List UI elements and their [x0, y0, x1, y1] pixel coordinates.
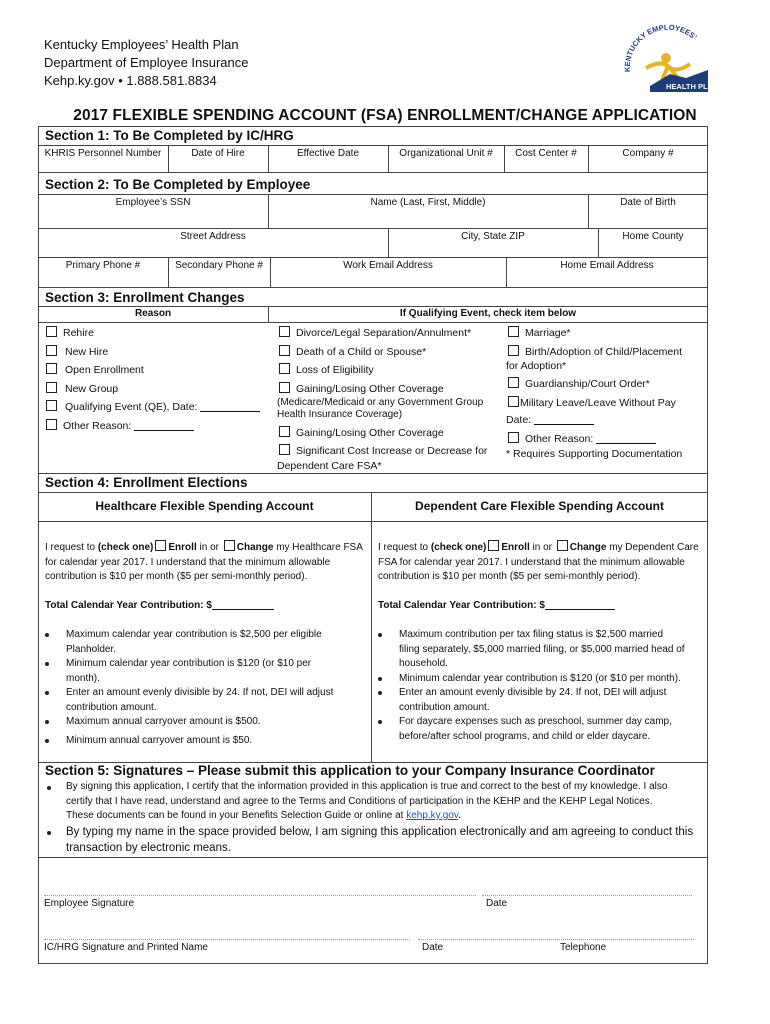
- cost-change-option[interactable]: Significant Cost Increase or Decrease for: [279, 444, 487, 457]
- guardianship-checkbox[interactable]: [508, 377, 519, 388]
- secondary-phone-field[interactable]: Secondary Phone #: [175, 260, 263, 271]
- primary-phone-field[interactable]: Primary Phone #: [65, 260, 141, 271]
- birth-adoption-checkbox[interactable]: [508, 345, 519, 356]
- bullet-text: Enter an amount evenly divisible by 24. If not, DEI will adjust: [399, 687, 667, 698]
- qualifying-event-option[interactable]: Qualifying Event (QE), Date:: [46, 400, 260, 413]
- bullet-text: month).: [66, 672, 100, 684]
- section1-heading: Section 1: To Be Completed by IC/HRG: [45, 128, 294, 143]
- cost-change-label-2: Dependent Care FSA*: [277, 460, 382, 472]
- dependent-care-total-row[interactable]: Total Calendar Year Contribution: $: [378, 599, 615, 614]
- gaining-losing-option[interactable]: Gaining/Losing Other Coverage: [279, 426, 444, 439]
- bullet-dot: [378, 691, 382, 695]
- healthcare-total-input[interactable]: [212, 609, 274, 610]
- bullet-text: household.: [399, 658, 448, 669]
- bullet-text: Planholder.: [66, 643, 117, 655]
- supporting-doc-note: * Requires Supporting Documentation: [506, 448, 683, 460]
- employee-signature-line[interactable]: [44, 895, 476, 896]
- ic-date-label: Date: [422, 942, 444, 953]
- new-group-checkbox[interactable]: [46, 382, 57, 393]
- birth-adoption-label-2: for Adoption*: [506, 360, 567, 372]
- dependent-care-fsa-title: Dependent Care Flexible Spending Account: [415, 499, 664, 513]
- home-county-field[interactable]: Home County: [622, 231, 684, 242]
- bullet-dot: [47, 831, 51, 835]
- bullet-text: contribution amount.: [66, 701, 157, 713]
- bullet-text: Maximum calendar year contribution is $2,500 per eligible: [66, 629, 322, 640]
- healthcare-request-text: I request to (check one) Enroll in or Change my Healthcare FSA for calendar year 2017. I understand that the minimum allowable contribution is $10 per month ($5 per semi-monthly period).: [45, 542, 363, 582]
- death-checkbox[interactable]: [279, 345, 290, 356]
- bullet-text: For daycare expenses such as preschool, summer day camp,: [399, 716, 672, 727]
- bullet-item: [45, 715, 367, 730]
- new-hire-checkbox[interactable]: [46, 345, 57, 356]
- other-qe-option[interactable]: Other Reason:: [508, 432, 656, 445]
- section5-heading: Section 5: Signatures – Please submit this application to your Company Insurance Coordinator: [45, 763, 655, 778]
- electronic-signature-bullet: By typing my name in the space provided below, I am signing this application electronically and am agreeing to conduct this transaction by electronic means.: [66, 826, 694, 854]
- bullet-text: Maximum annual carryover amount is $500.: [66, 716, 261, 727]
- bullet-dot: [45, 691, 49, 695]
- other-qe-input[interactable]: [596, 443, 656, 444]
- gov-coverage-note-1: (Medicare/Medicaid or any Government Group: [277, 397, 484, 408]
- marriage-checkbox[interactable]: [508, 326, 519, 337]
- city-state-zip-field[interactable]: City, State ZIP: [461, 231, 525, 242]
- employee-date-line[interactable]: [482, 895, 692, 896]
- rehire-checkbox[interactable]: [46, 326, 57, 337]
- divorce-checkbox[interactable]: [279, 326, 290, 337]
- bullet-dot: [45, 720, 49, 724]
- bullet-dot: [45, 633, 49, 637]
- bullet-item: [378, 628, 704, 672]
- work-email-field[interactable]: Work Email Address: [343, 260, 433, 271]
- home-email-field[interactable]: Home Email Address: [560, 260, 654, 271]
- loss-eligibility-option[interactable]: Loss of Eligibility: [279, 363, 374, 376]
- gaining-losing-checkbox[interactable]: [279, 426, 290, 437]
- bullet-item: [45, 734, 367, 749]
- rehire-option[interactable]: Rehire: [46, 326, 94, 339]
- kehp-logo: [620, 24, 716, 98]
- bullet-dot: [47, 786, 51, 790]
- qualifying-event-checkbox[interactable]: [46, 400, 57, 411]
- org-unit-field[interactable]: Organizational Unit #: [399, 148, 493, 159]
- birth-adoption-option[interactable]: Birth/Adoption of Child/Placement: [508, 345, 682, 358]
- divorce-option[interactable]: Divorce/Legal Separation/Annulment*: [279, 326, 471, 339]
- qe-date-input[interactable]: [200, 411, 260, 412]
- gaining-losing-gov-option[interactable]: Gaining/Losing Other Coverage: [279, 382, 444, 395]
- gaining-losing-gov-checkbox[interactable]: [279, 382, 290, 393]
- bullet-item: [378, 715, 704, 744]
- cost-change-checkbox[interactable]: [279, 444, 290, 455]
- logo-arc-text: KENTUCKY EMPLOYEES’: [622, 24, 699, 73]
- open-enrollment-checkbox[interactable]: [46, 363, 57, 374]
- employee-date-label: Date: [486, 898, 508, 909]
- bullet-dot: [45, 739, 49, 743]
- new-hire-option[interactable]: New Hire: [46, 345, 108, 358]
- military-leave-checkbox[interactable]: [508, 396, 519, 407]
- death-option[interactable]: Death of a Child or Spouse*: [279, 345, 426, 358]
- healthcare-fsa-title: Healthcare Flexible Spending Account: [95, 499, 314, 513]
- section3-heading: Section 3: Enrollment Changes: [45, 290, 245, 305]
- bullet-text: Minimum calendar year contribution is $120 (or $10 per month).: [399, 672, 681, 684]
- military-date-row[interactable]: Date:: [506, 414, 594, 426]
- bullet-item: [378, 672, 704, 687]
- ic-signature-line[interactable]: [44, 939, 410, 940]
- bullet-dot: [378, 633, 382, 637]
- loss-eligibility-checkbox[interactable]: [279, 363, 290, 374]
- bullet-dot: [378, 677, 382, 681]
- page-title: 2017 FLEXIBLE SPENDING ACCOUNT (FSA) ENROLLMENT/CHANGE APPLICATION: [73, 107, 697, 124]
- other-qe-checkbox[interactable]: [508, 432, 519, 443]
- date-of-hire-field[interactable]: Date of Hire: [191, 148, 245, 159]
- bullet-text: Maximum contribution per tax filing status is $2,500 married: [399, 629, 664, 640]
- reason-header: Reason: [134, 308, 172, 319]
- other-reason-option[interactable]: Other Reason:: [46, 419, 194, 432]
- org-department: Department of Employee Insurance: [44, 55, 249, 70]
- bullet-text: Enter an amount evenly divisible by 24. If not, DEI will adjust: [66, 687, 334, 698]
- bullet-text: contribution amount.: [399, 701, 490, 713]
- khris-personnel-field[interactable]: KHRIS Personnel Number: [44, 148, 162, 159]
- ic-signature-label: IC/HRG Signature and Printed Name: [44, 942, 208, 953]
- healthcare-total-row[interactable]: Total Calendar Year Contribution: $: [45, 599, 274, 614]
- bullet-dot: [45, 662, 49, 666]
- certification-bullet: By signing this application, I certify that the information provided in this application is true and correct to the best of my knowledge. I also certify that I have read, understand and agree to the Terms and Conditions of participation in the KEHP and the KEHP Legal Notices. These documents can be found in your Benefits Selection Guide or online at kehp.ky.gov.: [66, 781, 668, 821]
- effective-date-field[interactable]: Effective Date: [296, 148, 360, 159]
- bullet-text: Minimum calendar year contribution is $120 (or $10 per: [66, 658, 312, 669]
- dependent-care-change-checkbox[interactable]: [557, 540, 568, 551]
- new-group-option[interactable]: New Group: [46, 382, 118, 395]
- ssn-field[interactable]: Employee’s SSN: [115, 197, 191, 208]
- military-leave-option[interactable]: Military Leave/Leave Without Pay: [508, 396, 676, 409]
- employee-signature-label: Employee Signature: [44, 898, 135, 909]
- bullet-item: [378, 686, 704, 715]
- bullet-text: filing separately, $5,000 married filing, or $5,000 married head of: [399, 643, 685, 655]
- street-address-field[interactable]: Street Address: [180, 231, 246, 242]
- bullet-item: [45, 628, 367, 657]
- marriage-option[interactable]: Marriage*: [508, 326, 571, 339]
- logo-bottom-text: HEALTH PLAN: [666, 82, 716, 91]
- guardianship-option[interactable]: Guardianship/Court Order*: [508, 377, 650, 390]
- section4-heading: Section 4: Enrollment Elections: [45, 475, 248, 490]
- bullet-text: before/after school programs, and child or elder daycare.: [399, 730, 651, 742]
- military-date-input[interactable]: [534, 424, 594, 425]
- qe-header: If Qualifying Event, check item below: [399, 308, 577, 319]
- telephone-label: Telephone: [560, 942, 607, 953]
- kehp-link[interactable]: kehp.ky.gov: [406, 810, 459, 821]
- other-reason-checkbox[interactable]: [46, 419, 57, 430]
- dependent-care-total-input[interactable]: [545, 609, 615, 610]
- name-field[interactable]: Name (Last, First, Middle): [370, 197, 486, 208]
- cost-center-field[interactable]: Cost Center #: [515, 148, 577, 159]
- open-enrollment-option[interactable]: Open Enrollment: [46, 363, 144, 376]
- gov-coverage-note-2: Health Insurance Coverage): [277, 409, 403, 420]
- org-contact[interactable]: Kehp.ky.gov • 1.888.581.8834: [44, 73, 217, 88]
- bullet-dot: [378, 720, 382, 724]
- company-field[interactable]: Company #: [622, 148, 674, 159]
- org-name: Kentucky Employees’ Health Plan: [44, 37, 239, 52]
- bullet-item: [45, 686, 367, 715]
- bullet-text: Minimum annual carryover amount is $50.: [66, 734, 253, 746]
- other-reason-input[interactable]: [134, 430, 194, 431]
- section2-heading: Section 2: To Be Completed by Employee: [45, 177, 311, 192]
- bullet-item: [45, 657, 367, 686]
- healthcare-change-checkbox[interactable]: [224, 540, 235, 551]
- healthcare-enroll-checkbox[interactable]: [155, 540, 166, 551]
- ic-date-telephone-line[interactable]: [418, 939, 694, 940]
- dependent-care-enroll-checkbox[interactable]: [488, 540, 499, 551]
- dependent-care-request-text: I request to (check one) Enroll in or Change my Dependent Care FSA for calendar year 2017. I understand that the minimum allowable contribution is $10 per month ($5 per semi-monthly period).: [378, 542, 699, 582]
- dob-field[interactable]: Date of Birth: [620, 197, 676, 208]
